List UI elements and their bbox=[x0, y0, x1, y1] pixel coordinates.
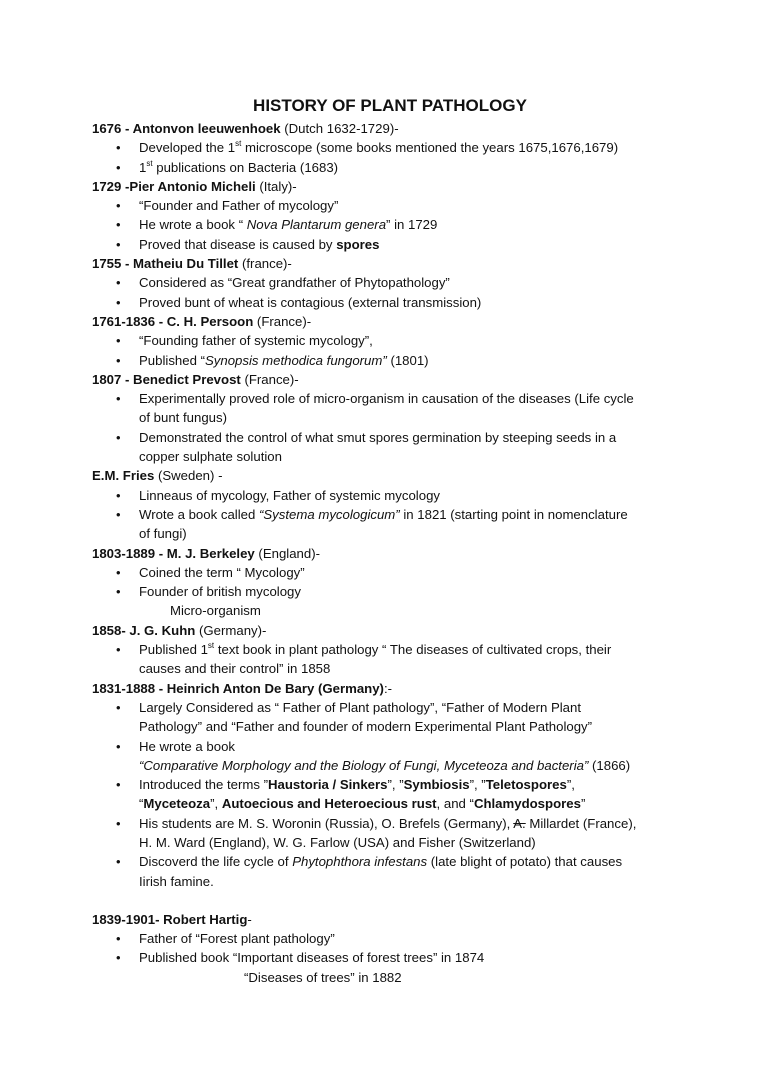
entry-heading: 1676 - Antonvon leeuwenhoek (Dutch 1632-1729)- bbox=[92, 121, 399, 136]
entry-bullets bbox=[92, 389, 688, 466]
entry-bullets bbox=[92, 486, 688, 544]
bullet-item: • Coined the term “ Mycology” bbox=[92, 563, 688, 582]
page-title: HISTORY OF PLANT PATHOLOGY bbox=[253, 96, 527, 115]
bullet-item: • “Founder and Father of mycology” bbox=[92, 196, 688, 215]
entry-heading: 1807 - Benedict Prevost (France)- bbox=[92, 371, 299, 387]
bullet-item: • Proved that disease is caused by spores bbox=[92, 235, 688, 254]
history-entry-berkeley bbox=[92, 544, 688, 621]
entry-bullets bbox=[92, 331, 688, 370]
history-entry-persoon bbox=[92, 312, 688, 370]
entry-heading: 1803-1889 - M. J. Berkeley (England)- bbox=[92, 545, 321, 561]
bullet-item: • He wrote a book “Comparative Morphology and the Biology of Fungi, Myceteoza and bacteria” (1866) bbox=[92, 737, 688, 776]
entry-bullets bbox=[92, 273, 688, 312]
bullet-item: • Published 1st text book in plant pathology “ The diseases of cultivated crops, their causes and their control” in 1858 bbox=[92, 640, 688, 679]
bullet-item: • “Founding father of systemic mycology”, bbox=[92, 331, 688, 350]
bullet-item: • Experimentally proved role of micro-organism in causation of the diseases (Life cycle of bunt fungus) bbox=[92, 389, 688, 428]
blank-line bbox=[92, 891, 688, 910]
entry-bullets bbox=[92, 196, 688, 254]
bullet-item: • His students are M. S. Woronin (Russia), O. Brefels (Germany), A. Millardet (France), H. M. Ward (England), W. G. Farlow (USA) and Fisher (Switzerland) bbox=[92, 814, 688, 853]
entry-heading: 1839-1901- Robert Hartig- bbox=[92, 911, 252, 927]
bullet-item: • Proved bunt of wheat is contagious (external transmission) bbox=[92, 293, 688, 312]
bullet-item: • 1st publications on Bacteria (1683) bbox=[92, 158, 688, 177]
history-entry-leeuwenhoek bbox=[92, 119, 688, 177]
entry-bullets bbox=[92, 138, 688, 177]
entry-bullets bbox=[92, 929, 688, 968]
bullet-item: • Published “Synopsis methodica fungorum” (1801) bbox=[92, 351, 688, 370]
entry-heading: 1761-1836 - C. H. Persoon (France)- bbox=[92, 313, 312, 329]
entry-heading: E.M. Fries (Sweden) - bbox=[92, 468, 223, 484]
history-entry-hartig bbox=[92, 910, 688, 987]
bullet-item: • Developed the 1st microscope (some books mentioned the years 1675,1676,1679) bbox=[92, 138, 688, 157]
bullet-item: • Discoverd the life cycle of Phytophthora infestans (late blight of potato) that causes Iirish famine. bbox=[92, 852, 688, 891]
history-entry-kuhn bbox=[92, 621, 688, 679]
continuation-line: Micro-organism bbox=[170, 603, 261, 619]
bullet-item: • He wrote a book “ Nova Plantarum genera” in 1729 bbox=[92, 215, 688, 234]
history-entry-prevost bbox=[92, 370, 688, 466]
bullet-item: • Published book “Important diseases of forest trees” in 1874 bbox=[92, 948, 688, 967]
history-entry-du-tillet bbox=[92, 254, 688, 312]
entry-bullets bbox=[92, 698, 688, 891]
entry-bullets bbox=[92, 640, 688, 679]
bullet-item: • Wrote a book called “Systema mycologicum” in 1821 (starting point in nomenclature of fungi) bbox=[92, 505, 688, 544]
entry-heading: 1858- J. G. Kuhn (Germany)- bbox=[92, 622, 267, 638]
bullet-item: • Founder of british mycology bbox=[92, 582, 688, 601]
continuation-line: “Diseases of trees” in 1882 bbox=[244, 969, 402, 985]
history-entry-de-bary bbox=[92, 679, 688, 891]
bullet-item: • Largely Considered as “ Father of Plant pathology”, “Father of Modern Plant Pathology” and “Father and founder of modern Experimental Plant Pathology” bbox=[92, 698, 688, 737]
entry-heading: 1831-1888 - Heinrich Anton De Bary (Germany):- bbox=[92, 680, 392, 696]
history-entry-micheli bbox=[92, 177, 688, 254]
bullet-item: • Introduced the terms ”Haustoria / Sinkers”, ”Symbiosis”, ”Teletospores”, “Myceteoza”, Autoecious and Heteroecious rust, and “Chlamydospores” bbox=[92, 775, 688, 814]
bullet-item: • Father of “Forest plant pathology” bbox=[92, 929, 688, 948]
bullet-item: • Demonstrated the control of what smut spores germination by steeping seeds in a copper sulphate solution bbox=[92, 428, 688, 467]
entry-bullets bbox=[92, 563, 688, 602]
entry-heading: 1755 - Matheiu Du Tillet (france)- bbox=[92, 256, 292, 272]
bullet-item: • Considered as “Great grandfather of Phytopathology” bbox=[92, 273, 688, 292]
history-entry-fries bbox=[92, 466, 688, 543]
entry-heading: 1729 -Pier Antonio Micheli (Italy)- bbox=[92, 178, 297, 194]
bullet-item: • Linneaus of mycology, Father of systemic mycology bbox=[92, 486, 688, 505]
